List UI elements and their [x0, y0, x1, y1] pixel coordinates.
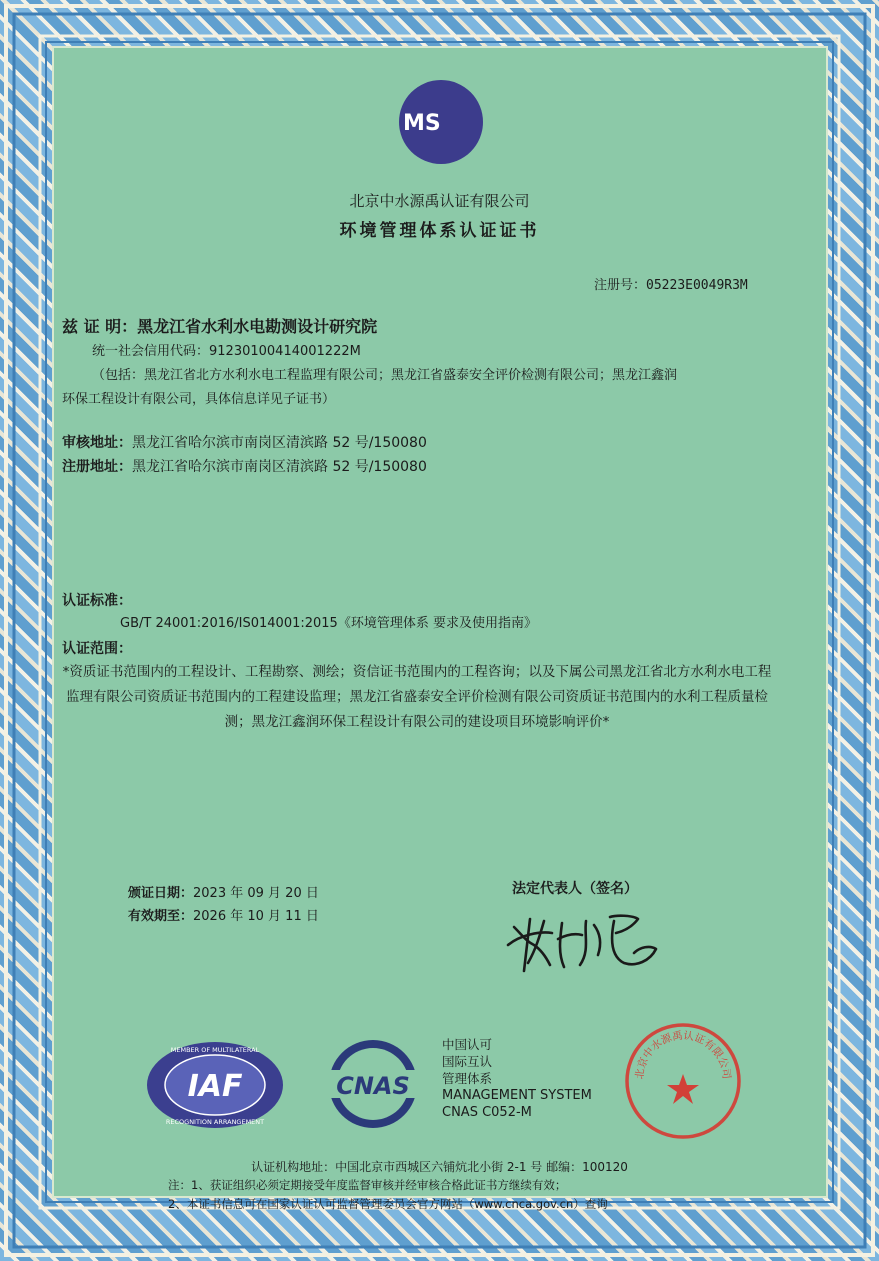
includes-line-2: 环保工程设计有限公司，具体信息详见子证书）	[62, 392, 336, 407]
iaf-bottom-text: RECOGNITION ARRANGEMENT	[165, 1118, 265, 1126]
scope-label: 认证范围：	[62, 641, 132, 657]
signature-image	[500, 905, 670, 975]
certificate-holder	[62, 314, 377, 337]
cnas-line-1: 中国认可	[442, 1037, 493, 1052]
iaf-logo-icon	[145, 1040, 285, 1130]
registered-address-value: 黑龙江省哈尔滨市南岗区清滨路 52 号/150080	[132, 459, 427, 475]
scope-text: *资质证书范围内的工程设计、工程勘察、测绘；资信证书范围内的工程咨询；以及下属公司黑龙江省北方水利水电工程监理有限公司资质证书范围内的工程建设监理；黑龙江省盛泰安全评价检测有限公司资质证书范围内的水利工程质量检测；黑龙江鑫润环保工程设计有限公司的建设项目环境影响评价*	[62, 664, 772, 730]
cnas-line-2: 国际互认	[442, 1054, 493, 1069]
valid-until	[128, 905, 319, 924]
valid-until-label: 有效期至：	[128, 909, 194, 924]
logo-text: MS	[403, 111, 441, 136]
registration-number	[594, 274, 748, 293]
issue-date-label: 颁证日期：	[128, 886, 194, 901]
seal-text: 北京中水源禹认证有限公司	[633, 1029, 733, 1080]
credit-code-label: 统一社会信用代码：	[92, 344, 210, 359]
registration-value: 05223E0049R3M	[646, 278, 748, 293]
footer-note-1: 注：1、获证组织必须定期接受年度监督审核并经审核合格此证书方继续有效；	[168, 1178, 567, 1192]
credit-code	[92, 340, 361, 359]
representative-label: 法定代表人（签名）	[512, 881, 638, 897]
iaf-top-text: MEMBER OF MULTILATERAL	[170, 1046, 260, 1054]
holder-value: 黑龙江省水利水电勘测设计研究院	[137, 317, 378, 336]
valid-until-value: 2026 年 10 月 11 日	[193, 909, 319, 924]
standard-label: 认证标准：	[62, 593, 132, 609]
issuer-name: 北京中水源禹认证有限公司	[349, 192, 530, 210]
cnas-line-3: 管理体系	[442, 1071, 493, 1086]
cnas-logo-icon	[318, 1038, 428, 1130]
iaf-mark: IAF	[187, 1069, 243, 1104]
registered-address-label: 注册地址：	[62, 459, 132, 475]
audit-address-value: 黑龙江省哈尔滨市南岗区清滨路 52 号/150080	[132, 435, 427, 451]
footer-address: 认证机构地址：中国北京市西城区六铺炕北小街 2-1 号 邮编：100120	[251, 1160, 628, 1174]
cnas-mark: CNAS	[336, 1072, 410, 1100]
standard-value: GB/T 24001:2016/IS014001:2015《环境管理体系 要求及使用指南》	[120, 616, 537, 631]
credit-code-value: 91230100414001222M	[209, 344, 361, 359]
cnas-text-block	[442, 1036, 592, 1121]
cnas-line-4: MANAGEMENT SYSTEM	[442, 1088, 592, 1103]
cnas-line-5: CNAS C052-M	[442, 1105, 532, 1120]
msc-logo-icon	[393, 78, 489, 166]
issue-date	[128, 882, 319, 901]
audit-address-label: 审核地址：	[62, 435, 132, 451]
includes-line-1: （包括：黑龙江省北方水利水电工程监理有限公司；黑龙江省盛泰安全评价检测有限公司；黑龙江鑫润	[92, 368, 678, 383]
certificate-title: 环境管理体系认证证书	[339, 221, 540, 241]
issue-date-value: 2023 年 09 月 20 日	[193, 886, 319, 901]
holder-label: 兹 证 明：	[62, 317, 138, 336]
registration-label: 注册号：	[594, 278, 647, 293]
registered-address	[62, 456, 427, 476]
audit-address	[62, 432, 427, 452]
company-seal-icon	[624, 1022, 742, 1140]
footer-note-2: 2、本证书信息可在国家认证认可监督管理委员会官方网站（www.cnca.gov.cn）查询	[168, 1197, 608, 1211]
